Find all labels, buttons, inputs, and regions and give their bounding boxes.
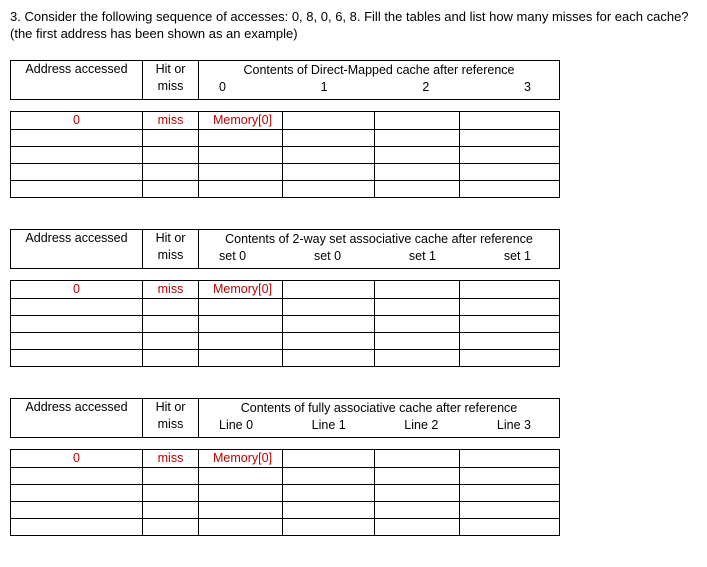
set-cell[interactable] xyxy=(375,281,460,299)
set-cell[interactable] xyxy=(283,333,375,350)
table-row xyxy=(11,299,560,316)
address-cell[interactable] xyxy=(11,299,143,316)
hit-miss-cell[interactable] xyxy=(143,519,199,536)
line-cell[interactable] xyxy=(283,502,375,519)
address-cell[interactable] xyxy=(11,519,143,536)
line-cell[interactable] xyxy=(283,450,375,468)
set-labels xyxy=(199,248,559,265)
block-cell[interactable] xyxy=(460,181,560,198)
block-cell[interactable] xyxy=(199,164,283,181)
address-cell[interactable] xyxy=(11,350,143,367)
line-cell[interactable] xyxy=(460,450,560,468)
hit-miss-cell: miss xyxy=(143,281,199,299)
line-cell[interactable] xyxy=(460,519,560,536)
block-label: 0 xyxy=(219,80,226,94)
set-cell[interactable] xyxy=(283,350,375,367)
block-cell[interactable] xyxy=(199,181,283,198)
hit-miss-cell[interactable] xyxy=(143,333,199,350)
two-way-cache-table xyxy=(10,229,560,269)
table-row xyxy=(11,350,560,367)
question-line-2: (the first address has been shown as an example) xyxy=(10,26,298,41)
hit-miss-cell[interactable] xyxy=(143,147,199,164)
contents-title: Contents of fully associative cache after reference xyxy=(240,401,518,415)
set-cell[interactable] xyxy=(460,316,560,333)
question-line-1: 3. Consider the following sequence of accesses: 0, 8, 0, 6, 8. Fill the tables and list how many misses for each cache? xyxy=(10,9,689,24)
address-accessed-header: Address accessed xyxy=(11,61,143,100)
address-cell: 0 xyxy=(11,450,143,468)
set-cell: Memory[0] xyxy=(199,281,283,299)
two-way-cache-body xyxy=(10,280,560,367)
block-cell[interactable] xyxy=(375,147,460,164)
line-label: Line 3 xyxy=(496,418,531,432)
set-cell[interactable] xyxy=(283,281,375,299)
set-label: set 0 xyxy=(219,249,247,263)
address-cell[interactable] xyxy=(11,468,143,485)
line-cell[interactable] xyxy=(375,502,460,519)
hit-miss-cell[interactable] xyxy=(143,350,199,367)
hit-miss-cell[interactable] xyxy=(143,130,199,147)
address-accessed-header: Address accessed xyxy=(11,399,143,438)
table-row xyxy=(11,164,560,181)
hit-miss-cell: miss xyxy=(143,112,199,130)
table-row xyxy=(11,502,560,519)
hit-miss-cell[interactable] xyxy=(143,299,199,316)
line-cell[interactable] xyxy=(283,519,375,536)
hit-or-label: Hit or xyxy=(155,400,186,414)
set-cell[interactable] xyxy=(375,350,460,367)
address-cell[interactable] xyxy=(11,147,143,164)
line-cell[interactable] xyxy=(375,468,460,485)
table-row-example xyxy=(11,112,560,130)
block-cell[interactable] xyxy=(460,112,560,130)
line-cell[interactable] xyxy=(375,519,460,536)
address-cell[interactable] xyxy=(11,164,143,181)
hit-or-miss-header xyxy=(143,230,199,269)
line-cell[interactable] xyxy=(199,485,283,502)
question-text xyxy=(10,8,705,42)
block-cell[interactable] xyxy=(375,181,460,198)
line-cell: Memory[0] xyxy=(199,450,283,468)
table-row-example xyxy=(11,281,560,299)
block-cell[interactable] xyxy=(460,164,560,181)
set-cell[interactable] xyxy=(375,299,460,316)
set-cell[interactable] xyxy=(375,333,460,350)
hit-miss-cell: miss xyxy=(143,450,199,468)
hit-or-miss-header xyxy=(143,399,199,438)
block-cell[interactable] xyxy=(283,112,375,130)
block-cell[interactable] xyxy=(199,147,283,164)
address-cell[interactable] xyxy=(11,130,143,147)
table-row xyxy=(11,468,560,485)
block-cell: Memory[0] xyxy=(199,112,283,130)
set-label: set 1 xyxy=(503,249,531,263)
hit-miss-cell[interactable] xyxy=(143,468,199,485)
set-cell[interactable] xyxy=(460,281,560,299)
block-cell[interactable] xyxy=(460,147,560,164)
miss-label: miss xyxy=(157,417,184,431)
line-labels xyxy=(199,417,559,434)
direct-mapped-cache-table xyxy=(10,60,560,100)
block-cell[interactable] xyxy=(283,181,375,198)
set-label: set 1 xyxy=(408,249,437,263)
address-accessed-header: Address accessed xyxy=(11,230,143,269)
block-cell[interactable] xyxy=(283,130,375,147)
line-cell[interactable] xyxy=(460,485,560,502)
block-label: 3 xyxy=(524,80,531,94)
set-cell[interactable] xyxy=(460,333,560,350)
set-cell[interactable] xyxy=(460,299,560,316)
table-row xyxy=(11,485,560,502)
fully-associative-cache-table xyxy=(10,398,560,438)
table-row xyxy=(11,130,560,147)
address-cell: 0 xyxy=(11,112,143,130)
line-label: Line 1 xyxy=(311,418,346,432)
block-cell[interactable] xyxy=(460,130,560,147)
block-cell[interactable] xyxy=(375,112,460,130)
block-label: 2 xyxy=(422,80,430,94)
contents-header xyxy=(199,61,560,100)
address-cell[interactable] xyxy=(11,181,143,198)
set-cell[interactable] xyxy=(199,350,283,367)
set-cell[interactable] xyxy=(375,316,460,333)
line-cell[interactable] xyxy=(199,519,283,536)
table-row xyxy=(11,519,560,536)
miss-label: miss xyxy=(157,248,184,262)
block-cell[interactable] xyxy=(283,164,375,181)
hit-miss-cell[interactable] xyxy=(143,502,199,519)
line-cell[interactable] xyxy=(283,485,375,502)
contents-header xyxy=(199,230,560,269)
set-cell[interactable] xyxy=(199,333,283,350)
block-labels xyxy=(199,79,559,96)
contents-title: Contents of 2-way set associative cache after reference xyxy=(225,232,533,246)
hit-or-miss-header xyxy=(143,61,199,100)
set-label: set 0 xyxy=(313,249,342,263)
set-cell[interactable] xyxy=(199,316,283,333)
block-cell[interactable] xyxy=(199,130,283,147)
line-label: Line 0 xyxy=(219,418,254,432)
table-row-example xyxy=(11,450,560,468)
line-cell[interactable] xyxy=(199,468,283,485)
address-cell[interactable] xyxy=(11,316,143,333)
line-cell[interactable] xyxy=(199,502,283,519)
address-cell[interactable] xyxy=(11,333,143,350)
miss-label: miss xyxy=(157,79,184,93)
block-cell[interactable] xyxy=(283,147,375,164)
hit-miss-cell[interactable] xyxy=(143,316,199,333)
address-cell: 0 xyxy=(11,281,143,299)
line-cell[interactable] xyxy=(460,502,560,519)
contents-title: Contents of Direct-Mapped cache after reference xyxy=(243,63,515,77)
set-cell[interactable] xyxy=(460,350,560,367)
contents-header xyxy=(199,399,560,438)
table-row xyxy=(11,147,560,164)
table-row xyxy=(11,181,560,198)
set-cell[interactable] xyxy=(199,299,283,316)
hit-miss-cell[interactable] xyxy=(143,485,199,502)
table-row xyxy=(11,316,560,333)
line-cell[interactable] xyxy=(375,485,460,502)
block-cell[interactable] xyxy=(375,130,460,147)
line-label: Line 2 xyxy=(404,418,439,432)
address-cell[interactable] xyxy=(11,502,143,519)
fully-associative-cache-body xyxy=(10,449,560,536)
line-cell[interactable] xyxy=(460,468,560,485)
address-cell[interactable] xyxy=(11,485,143,502)
line-cell[interactable] xyxy=(283,468,375,485)
hit-miss-cell[interactable] xyxy=(143,164,199,181)
set-cell[interactable] xyxy=(283,316,375,333)
set-cell[interactable] xyxy=(283,299,375,316)
hit-miss-cell[interactable] xyxy=(143,181,199,198)
line-cell[interactable] xyxy=(375,450,460,468)
hit-or-label: Hit or xyxy=(155,62,186,76)
block-label: 1 xyxy=(320,80,328,94)
table-row xyxy=(11,333,560,350)
hit-or-label: Hit or xyxy=(155,231,186,245)
block-cell[interactable] xyxy=(375,164,460,181)
direct-mapped-cache-body xyxy=(10,111,560,198)
